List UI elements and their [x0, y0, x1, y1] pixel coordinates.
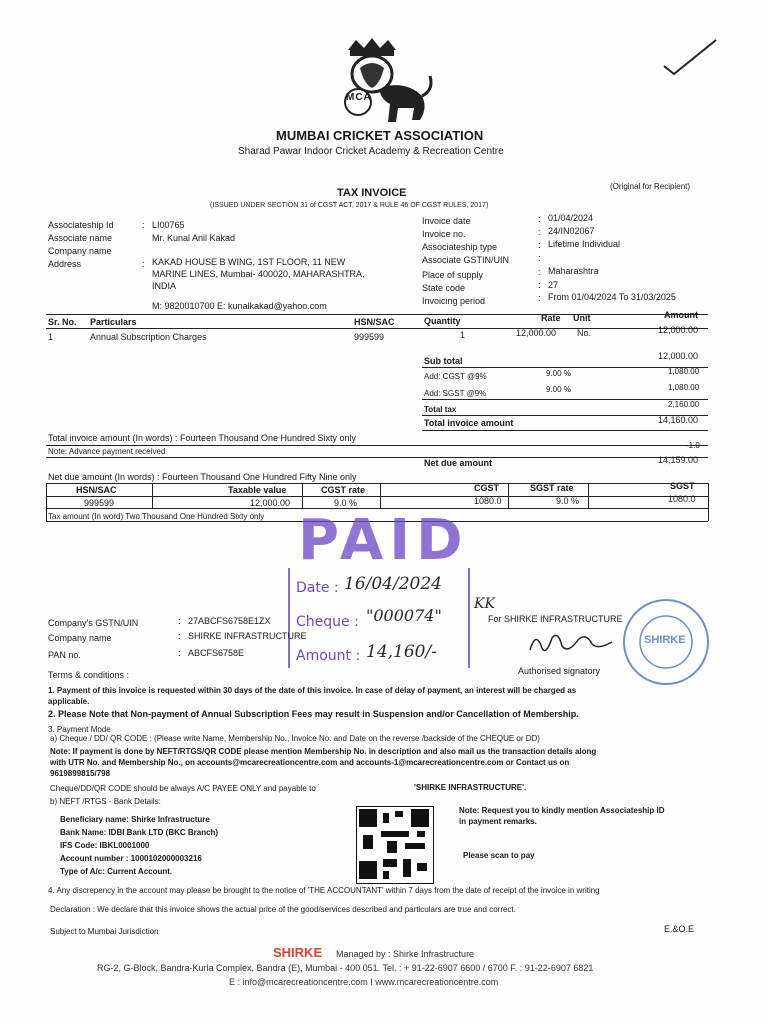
col-header-particulars: Particulars	[90, 317, 137, 327]
col-header-rate: Rate	[541, 313, 561, 323]
note-2: with UTR No. and Membership No., on accounts@mcarecreationcentre.com and accounts-1@mcarecreationcentre.com or Contact us on	[50, 758, 570, 767]
for-company-label: For SHIRKE INFRASTRUCTURE	[488, 614, 623, 624]
qr-note-1: Note: Request you to kindly mention Associateship ID	[459, 806, 665, 815]
table-top-rule	[46, 314, 708, 315]
total-invoice-label: Total invoice amount	[424, 418, 514, 428]
qr-module	[387, 841, 397, 853]
tax-row-cgst-rate: 9.0 %	[334, 498, 358, 508]
qr-note-2: in payment remarks.	[459, 817, 537, 826]
stamp-cheque-value: "000074"	[366, 606, 442, 625]
org-name: MUMBAI CRICKET ASSOCIATION	[276, 128, 484, 143]
tax-table-col	[152, 483, 153, 508]
qr-module	[383, 859, 397, 867]
tax-header-cgst: CGST	[474, 483, 500, 493]
col-header-amount: Amount	[664, 310, 698, 320]
invoice-date: 01/04/2024	[548, 213, 594, 223]
footer-brand: SHIRKE	[273, 945, 323, 960]
tax-table-col	[508, 483, 509, 508]
subtotal-rule	[422, 367, 708, 368]
col-header-hsn: HSN/SAC	[354, 317, 395, 327]
neft-heading: b) NEFT /RTGS - Bank Details:	[50, 797, 161, 806]
colon: :	[142, 220, 145, 230]
stamp-amount-label: Amount :	[296, 648, 361, 664]
place-of-supply: Maharashtra	[548, 266, 599, 276]
logo-letters: MCA	[346, 92, 372, 103]
label-invoice-date: Invoice date	[422, 216, 471, 226]
colon: :	[538, 227, 541, 237]
issued-under: (ISSUED UNDER SECTION 31 of CGST ACT, 2017 & RULE 46 OF CGST RULES, 2017)	[210, 202, 489, 209]
colon: :	[538, 293, 541, 303]
advance-value: -1.0	[686, 441, 700, 450]
qr-finder	[359, 861, 377, 879]
stamp-amount-value: 14,160/-	[366, 642, 437, 662]
qr-module	[363, 835, 373, 849]
bank-account: Account number : 1000102000003216	[60, 854, 202, 863]
cgst-rate: 9.00 %	[546, 369, 571, 378]
tax-table-mid	[46, 496, 708, 497]
total-in-words: Total invoice amount (In words) : Fourteen Thousand One Hundred Sixty only	[48, 433, 356, 443]
qr-module	[403, 859, 411, 877]
label-company-gstin: Company's GSTN/UIN	[48, 618, 139, 628]
state-code: 27	[548, 280, 559, 290]
row-sr: 1	[48, 332, 54, 342]
table-header-rule	[46, 328, 708, 329]
total-invoice-value: 14,160.00	[658, 415, 699, 425]
invoicing-period: From 01/04/2024 To 31/03/2025	[548, 292, 676, 302]
label-associate-gstin: Associate GSTIN/UIN	[422, 255, 510, 265]
tax-table-top	[46, 483, 708, 484]
company-name: SHIRKE INFRASTRUCTURE	[188, 631, 307, 641]
cgst-amount: 1,080.00	[668, 367, 700, 376]
checkmark-icon	[660, 36, 720, 78]
payment-qr-code[interactable]	[356, 806, 434, 884]
sgst-amount: 1,080.00	[668, 383, 700, 392]
scan-to-pay: Please scan to pay	[463, 851, 535, 860]
eoe: E.&O.E	[664, 924, 695, 934]
address-line: INDIA	[152, 281, 177, 291]
sgst-rate: 9.00 %	[546, 385, 571, 394]
footer-contact: E : info@mcarecreationcentre.com I www.mcarecreationcentre.com	[229, 977, 499, 987]
payee-line: Cheque/DD/QR CODE should be always A/C PAYEE ONLY and payable to	[50, 784, 316, 793]
company-gstin: 27ABCFS6758E1ZX	[188, 616, 271, 626]
qr-module	[395, 811, 403, 817]
colon: :	[538, 214, 541, 224]
tax-table-border	[708, 483, 709, 521]
qr-module	[383, 813, 389, 823]
colon: :	[178, 648, 181, 658]
qr-module	[417, 863, 427, 871]
signature	[526, 628, 616, 658]
col-header-unit: Unit	[573, 313, 591, 323]
seal-text: SHIRKE	[644, 634, 686, 646]
label-company-name2: Company name	[48, 633, 112, 643]
associate-name: Mr. Kunal Anil Kakad	[152, 233, 236, 243]
associateship-id: LI00765	[152, 220, 185, 230]
label-state-code: State code	[422, 283, 466, 293]
qr-module	[417, 831, 425, 837]
tax-header-sgst-rate: SGST rate	[530, 483, 574, 493]
paid-stamp: PAID	[298, 508, 469, 573]
authorised-signatory: Authorised signatory	[518, 666, 601, 676]
bank-beneficiary: Beneficiary name: Shirke Infrastructure	[60, 815, 210, 824]
doc-title: TAX INVOICE	[337, 187, 407, 199]
footer-address: RG-2, G-Block, Bandra-Kurla Complex, Bandra (E), Mumbai - 400 051. Tel. : + 91-22-6907 6600 / 6700 F. : 91-22-6907 6821	[97, 963, 594, 973]
colon: :	[538, 253, 541, 263]
row-particulars: Annual Subscription Charges	[90, 332, 207, 342]
tax-row-sgst: 1080.0	[668, 494, 696, 504]
tax-table-col	[588, 483, 589, 508]
address-line: MARINE LINES, Mumbai- 400020, MAHARASHTRA,	[152, 269, 365, 279]
row-unit: No.	[577, 328, 592, 338]
qr-module	[381, 831, 409, 837]
qr-module	[405, 843, 425, 849]
invoice-no: 24/IN02067	[548, 226, 595, 236]
colon: :	[178, 616, 181, 626]
advance-note: Note: Advance payment received	[48, 447, 166, 456]
total-tax-label: Total tax	[424, 405, 457, 414]
label-address: Address	[48, 259, 82, 269]
payee-name: 'SHIRKE INFRASTRUCTURE'.	[414, 783, 527, 792]
bank-name: Bank Name: IDBI Bank LTD (BKC Branch)	[60, 828, 219, 837]
term-1: 1. Payment of this invoice is requested within 30 days of the date of this invoice. In case of delay of payment, an interest will be charged as	[48, 686, 577, 695]
label-place-of-supply: Place of supply	[422, 270, 484, 280]
tax-table-border	[46, 483, 47, 521]
tax-row-cgst: 1080.0	[474, 496, 502, 506]
row-amount: 12,000.00	[658, 325, 699, 335]
total-tax-value: 2,160.00	[668, 400, 700, 409]
tax-row-hsn: 999599	[84, 498, 115, 508]
col-header-sr: Sr. No.	[48, 317, 77, 327]
row-hsn: 999599	[354, 332, 385, 342]
term-3a: a) Cheque / DD/ QR CODE : (Please write Name, Membership No., Invoice No. and Date on the reverse /backside of the CHEQUE or DD)	[50, 734, 540, 743]
qr-finder	[359, 809, 377, 827]
net-due-label: Net due amount	[424, 458, 493, 468]
advance-rule	[46, 457, 708, 458]
term-1b: applicable.	[48, 697, 90, 706]
tax-table-col	[302, 483, 303, 508]
colon: :	[178, 631, 181, 641]
tax-header-cgst-rate: CGST rate	[321, 485, 366, 495]
stamp-initials: KK	[474, 596, 495, 612]
tax-row-sgst-rate: 9.0 %	[556, 496, 580, 506]
colon: :	[142, 259, 145, 269]
net-due-words: Net due amount (In words) : Fourteen Thousand One Hundred Fifty Nine only	[48, 472, 357, 482]
bank-type: Type of A/c: Current Account.	[60, 867, 173, 876]
colon: :	[538, 280, 541, 290]
label-invoicing-period: Invoicing period	[422, 296, 486, 306]
org-subtitle: Sharad Pawar Indoor Cricket Academy & Recreation Centre	[238, 146, 504, 157]
contact-line: M: 9820010700 E: kunalkakad@yahoo.com	[152, 301, 327, 311]
declaration: Declaration : We declare that this invoice shows the actual price of the good/services described and particulars are true and correct.	[50, 905, 516, 914]
sub-total-value: 12,000.00	[658, 351, 699, 361]
tax-rule	[422, 399, 708, 400]
term-4: 4. Any discrepency in the account may please be brought to the notice of 'THE ACCOUNTANT' within 7 days from the date of receipt of the invoice in writing	[48, 886, 600, 895]
net-due-value: 14,159.00	[658, 455, 699, 465]
associateship-type: Lifetime Individual	[548, 239, 621, 249]
label-invoice-no: Invoice no.	[422, 229, 466, 239]
recipient-note: (Original for Recipient)	[610, 182, 691, 191]
note-3: 9619899815/798	[50, 769, 111, 778]
label-associate-name: Associate name	[48, 233, 113, 243]
cgst-label: Add: CGST @9%	[424, 372, 487, 381]
tax-header-hsn: HSN/SAC	[76, 485, 117, 495]
company-pan: ABCFS6758E	[188, 648, 245, 658]
qr-module	[383, 871, 389, 879]
stamp-date-label: Date :	[296, 580, 339, 596]
term-2: 2. Please Note that Non-payment of Annual Subscription Fees may result in Suspension and/or Cancellation of Membership.	[48, 709, 579, 719]
tax-table-col	[380, 483, 381, 508]
tax-header-taxable: Taxable value	[228, 485, 287, 495]
colon: :	[538, 267, 541, 277]
note-1: Note: If payment is done by NEFT/RTGS/QR CODE please mention Membership No. in description and also mail us the transaction details along	[50, 747, 597, 756]
label-company-name: Company name	[48, 246, 112, 256]
colon: :	[538, 240, 541, 250]
tax-row-taxable: 12,000.00	[250, 498, 291, 508]
qr-finder	[411, 809, 429, 827]
tax-header-sgst: SGST	[670, 481, 695, 491]
footer-managed: Managed by : Shirke Infrastructure	[336, 949, 475, 959]
address-line: KAKAD HOUSE B WING, 1ST FLOOR, 11 NEW	[152, 257, 346, 267]
words-rule	[46, 445, 708, 446]
sub-total-label: Sub total	[424, 356, 463, 366]
terms-heading: Terms & conditions :	[48, 670, 130, 680]
stamp-cheque-label: Cheque :	[296, 614, 359, 630]
bank-ifsc: IFS Code: IBKL0001000	[60, 841, 150, 850]
stamp-date-value: 16/04/2024	[344, 574, 442, 594]
row-quantity: 1	[460, 330, 466, 340]
tax-in-words: Tax amount (In word) Two Thousand One Hundred Sixty only	[48, 512, 265, 521]
term-3: 3. Payment Mode	[48, 725, 111, 734]
row-rate: 12,000.00	[516, 328, 557, 338]
sgst-label: Add: SGST @9%	[424, 389, 487, 398]
col-header-quantity: Quantity	[424, 316, 461, 326]
label-pan: PAN no.	[48, 650, 81, 660]
label-associateship-id: Associateship Id	[48, 220, 114, 230]
total-invoice-rule	[422, 430, 708, 431]
label-associateship-type: Associateship type	[422, 242, 498, 252]
mca-lion-logo	[336, 38, 436, 126]
jurisdiction: Subject to Mumbai Jurisdiction	[50, 927, 159, 936]
